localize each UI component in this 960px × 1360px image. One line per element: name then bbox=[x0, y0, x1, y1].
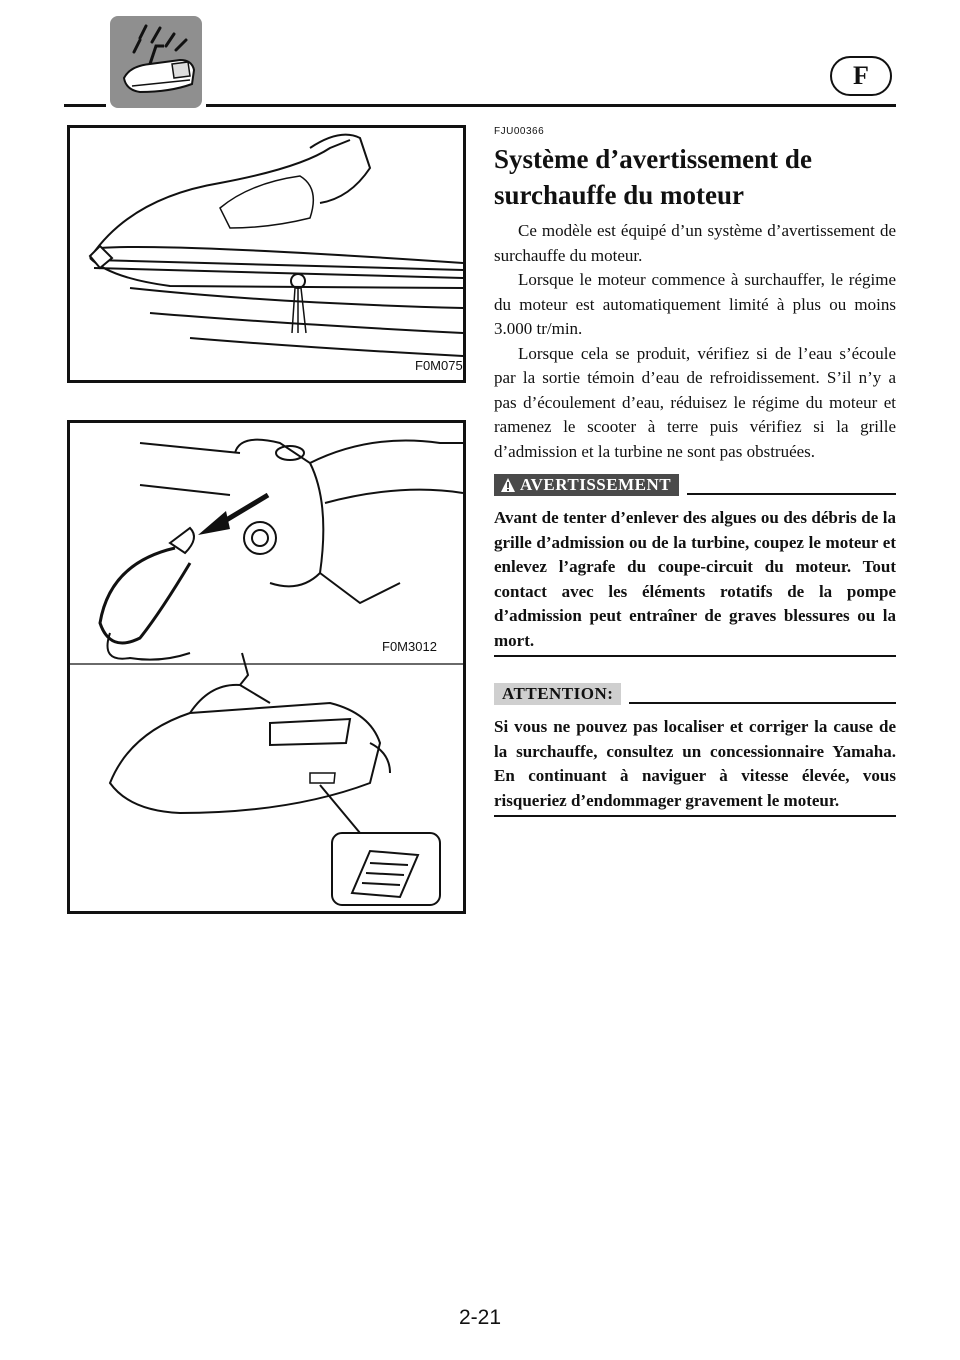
header-rule-right bbox=[206, 104, 896, 107]
attention-text: Si vous ne pouvez pas localiser et corriger la cause de la surchauffe, consultez un concessionnaire Yamaha. En continuant à naviguer à vitesse élevée, vous risqueriez d’endommager gravement le moteur. bbox=[494, 717, 896, 810]
attention-rule bbox=[629, 702, 896, 704]
figure-code: F0M3012 bbox=[382, 639, 437, 654]
page-number: 2-21 bbox=[458, 1306, 502, 1329]
hull-illustration bbox=[70, 128, 463, 380]
document-code: FJU00366 bbox=[494, 126, 545, 137]
title-line-1: Système d’avertissement de bbox=[494, 144, 812, 174]
figure-stop-switch-intake bbox=[67, 420, 466, 914]
warning-label-text: AVERTISSEMENT bbox=[520, 475, 672, 494]
paragraph-1: Ce modèle est équipé d’un système d’avertissement de surchauffe du moteur. bbox=[494, 221, 896, 265]
section-title bbox=[494, 141, 896, 213]
warning-end-rule bbox=[494, 655, 896, 657]
warning-block bbox=[494, 472, 896, 657]
paragraph-3: Lorsque cela se produit, vérifiez si de l’eau s’écoule par la sortie témoin d’eau de refroidissement. S’il n’y a pas d’écoulement d’eau, réduisez le régime du moteur et ramenez le scooter à terre puis vérifiez si la grille d’admission et la turbine ne sont pas obstruées. bbox=[494, 343, 896, 461]
paragraph-2: Lorsque le moteur commence à surchauffer, le régime du moteur est automatiquement limité à plus ou moins 3.000 tr/min. bbox=[494, 270, 896, 338]
warning-triangle-icon bbox=[500, 477, 516, 493]
stop-switch-and-intake-illustration bbox=[70, 423, 463, 911]
figure-hull-water-outlet bbox=[67, 125, 466, 383]
warning-label bbox=[494, 474, 679, 496]
jetski-overheat-icon bbox=[110, 16, 202, 108]
warning-rule bbox=[687, 493, 896, 495]
attention-label: ATTENTION: bbox=[494, 683, 621, 705]
title-line-2: surchauffe du moteur bbox=[494, 180, 745, 210]
figure-code: F0M075 bbox=[415, 358, 463, 373]
header-rule-left bbox=[64, 104, 106, 107]
attention-block bbox=[494, 681, 896, 817]
warning-text: Avant de tenter d’enlever des algues ou des débris de la grille d’admission ou de la turbine, coupez le moteur et enlevez l’agrafe du coupe-circuit du moteur. Tout contact avec les éléments rotatifs de la pompe d’admission peut entraîner de graves blessures ou la mort. bbox=[494, 508, 896, 650]
attention-end-rule bbox=[494, 815, 896, 817]
text-column bbox=[494, 126, 896, 817]
language-badge: F bbox=[830, 56, 892, 96]
